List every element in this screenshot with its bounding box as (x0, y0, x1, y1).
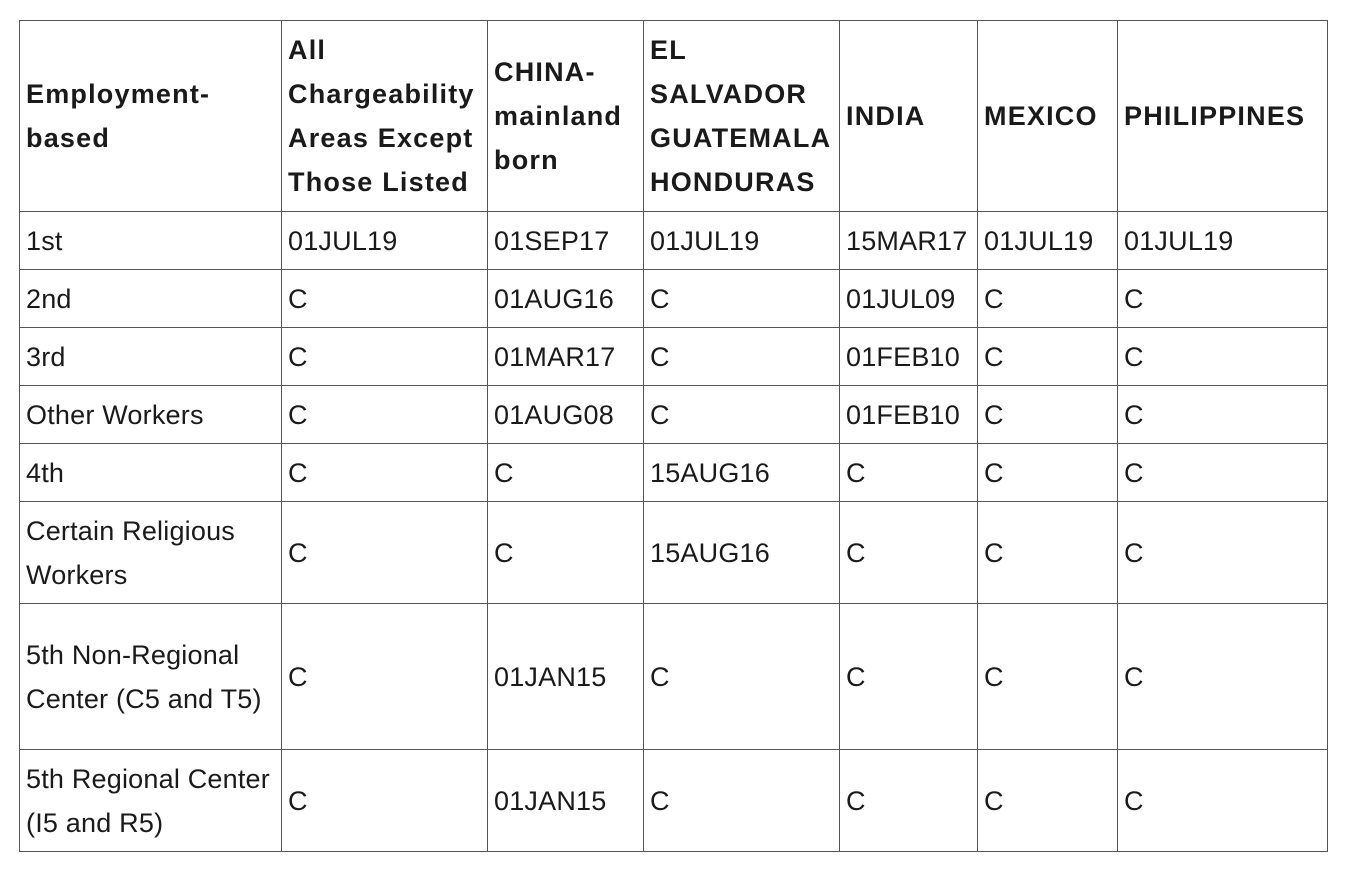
header-row (20, 21, 1328, 212)
row-category: 5th Non-Regional Center (C5 and T5) (20, 604, 282, 750)
table-row (20, 386, 1328, 444)
cell-el-salvador-guatemala-honduras: C (644, 328, 840, 386)
cell-philippines: C (1118, 270, 1328, 328)
cell-all-chargeability: C (282, 604, 488, 750)
cell-el-salvador-guatemala-honduras: 15AUG16 (644, 444, 840, 502)
cell-india: 15MAR17 (840, 212, 978, 270)
cell-china: C (488, 444, 644, 502)
cell-el-salvador-guatemala-honduras: C (644, 386, 840, 444)
cell-mexico: C (978, 444, 1118, 502)
row-category: 3rd (20, 328, 282, 386)
cell-mexico: C (978, 502, 1118, 604)
row-category: 5th Regional Center (I5 and R5) (20, 750, 282, 852)
cell-el-salvador-guatemala-honduras: C (644, 270, 840, 328)
header-all-chargeability: All Chargeability Areas Except Those Listed (282, 21, 488, 212)
cell-philippines: C (1118, 604, 1328, 750)
row-category: Other Workers (20, 386, 282, 444)
cell-india: C (840, 444, 978, 502)
cell-el-salvador-guatemala-honduras: 01JUL19 (644, 212, 840, 270)
table-header (20, 21, 1328, 212)
cell-mexico: C (978, 386, 1118, 444)
cell-china: 01SEP17 (488, 212, 644, 270)
cell-india: C (840, 502, 978, 604)
cell-philippines: 01JUL19 (1118, 212, 1328, 270)
table-row (20, 212, 1328, 270)
cell-china: 01AUG08 (488, 386, 644, 444)
row-category: 2nd (20, 270, 282, 328)
cell-mexico: C (978, 328, 1118, 386)
cell-el-salvador-guatemala-honduras: C (644, 750, 840, 852)
table-row (20, 502, 1328, 604)
cell-all-chargeability: C (282, 328, 488, 386)
cell-philippines: C (1118, 386, 1328, 444)
table-row (20, 604, 1328, 750)
cell-mexico: C (978, 750, 1118, 852)
cell-india: C (840, 750, 978, 852)
cell-philippines: C (1118, 444, 1328, 502)
cell-china: 01JAN15 (488, 750, 644, 852)
cell-all-chargeability: C (282, 386, 488, 444)
row-category: 1st (20, 212, 282, 270)
header-india: INDIA (840, 21, 978, 212)
cell-china: C (488, 502, 644, 604)
cell-el-salvador-guatemala-honduras: C (644, 604, 840, 750)
cell-el-salvador-guatemala-honduras: 15AUG16 (644, 502, 840, 604)
table-row (20, 750, 1328, 852)
cell-india: C (840, 604, 978, 750)
cell-all-chargeability: 01JUL19 (282, 212, 488, 270)
cell-all-chargeability: C (282, 750, 488, 852)
header-employment-based: Employment-based (20, 21, 282, 212)
cell-all-chargeability: C (282, 270, 488, 328)
row-category: Certain Religious Workers (20, 502, 282, 604)
table-row (20, 328, 1328, 386)
cell-china: 01AUG16 (488, 270, 644, 328)
header-philippines: PHILIPPINES (1118, 21, 1328, 212)
table-row (20, 270, 1328, 328)
cell-india: 01FEB10 (840, 386, 978, 444)
header-mexico: MEXICO (978, 21, 1118, 212)
cell-all-chargeability: C (282, 502, 488, 604)
row-category: 4th (20, 444, 282, 502)
header-china: CHINA-mainland born (488, 21, 644, 212)
header-el-salvador-guatemala-honduras: EL SALVADOR GUATEMALA HONDURAS (644, 21, 840, 212)
cell-philippines: C (1118, 328, 1328, 386)
cell-mexico: C (978, 270, 1118, 328)
cell-china: 01MAR17 (488, 328, 644, 386)
cell-philippines: C (1118, 502, 1328, 604)
table-row (20, 444, 1328, 502)
cell-all-chargeability: C (282, 444, 488, 502)
cell-india: 01FEB10 (840, 328, 978, 386)
cell-mexico: 01JUL19 (978, 212, 1118, 270)
cell-india: 01JUL09 (840, 270, 978, 328)
cell-mexico: C (978, 604, 1118, 750)
cell-china: 01JAN15 (488, 604, 644, 750)
cell-philippines: C (1118, 750, 1328, 852)
final-action-dates-table (19, 20, 1328, 852)
table-body (20, 212, 1328, 852)
